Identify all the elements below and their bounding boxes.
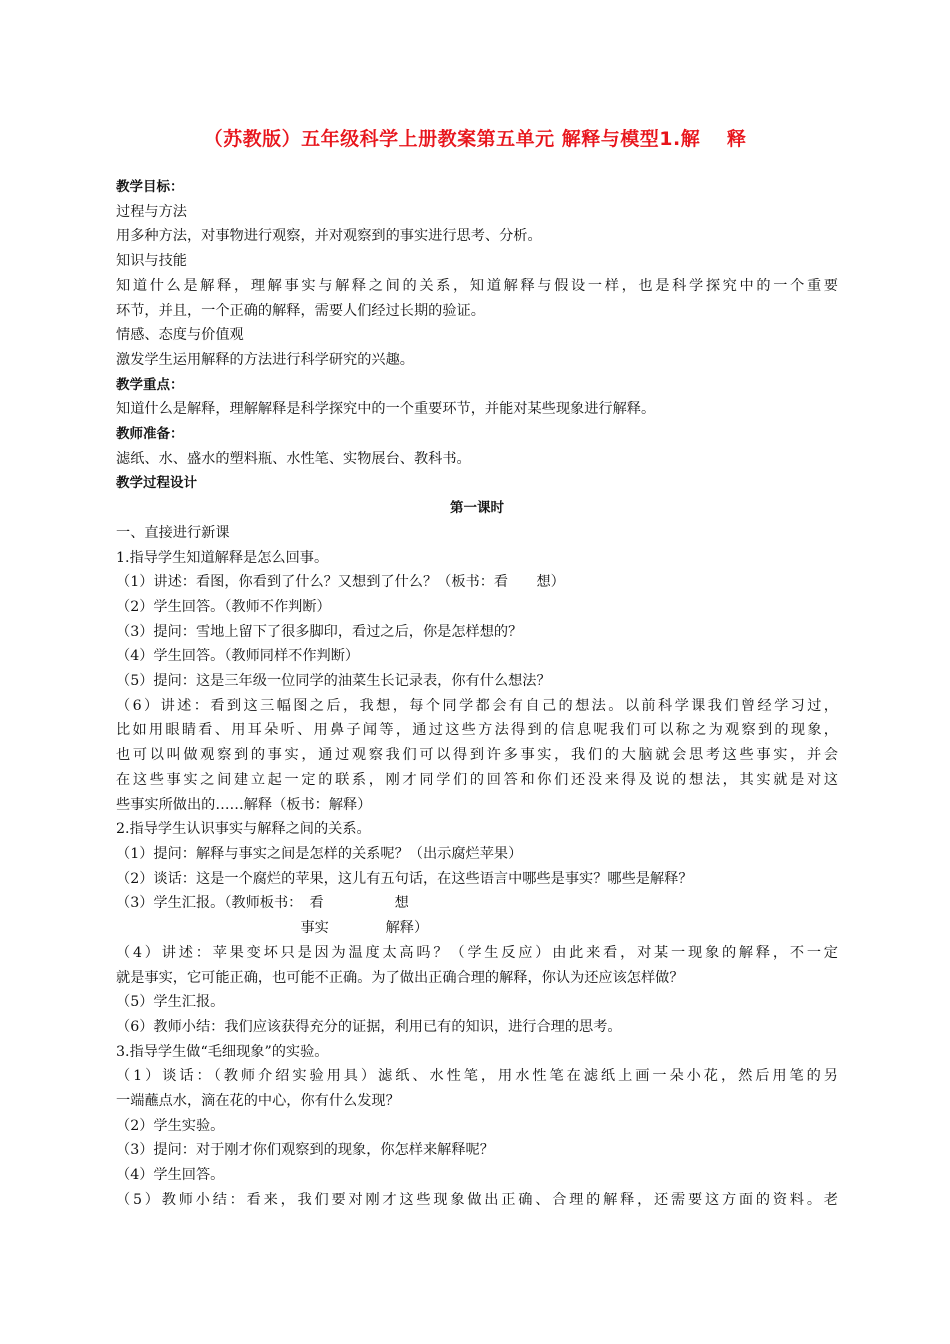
paragraph: 情感、态度与价值观 — [116, 327, 244, 344]
section-heading-process: 教学过程设计 — [116, 475, 197, 492]
paragraph: 环节，并且，一个正确的解释，需要人们经过长期的验证。 — [116, 302, 485, 319]
document-title: （苏教版）五年级科学上册教案第五单元 解释与模型1.解 释 — [203, 128, 747, 150]
section-heading-key-points: 教学重点： — [116, 376, 184, 393]
paragraph: （2）学生实验。 — [116, 1117, 225, 1134]
paragraph: （3）学生汇报。（教师板书： 看 想 — [116, 895, 409, 912]
paragraph: （2）谈话：这是一个腐烂的苹果，这儿有五句话，在这些语言中哪些是事实？哪些是解释？ — [116, 870, 693, 887]
paragraph: 3.指导学生做“毛细现象”的实验。 — [116, 1043, 329, 1060]
paragraph: （3）提问：雪地上留下了很多脚印，看过之后，你是怎样想的？ — [116, 623, 523, 640]
lesson-heading: 第一课时 — [450, 500, 504, 517]
paragraph: 就是事实，它可能正确，也可能不正确。为了做出正确合理的解释，你认为还应该怎样做？ — [116, 969, 684, 986]
paragraph: （4）讲述：苹果变坏只是因为温度太高吗？（学生反应）由此来看，对某一现象的解释，不一定 — [116, 944, 838, 961]
section-heading-preparation: 教师准备： — [116, 426, 184, 443]
paragraph: 1.指导学生知道解释是怎么回事。 — [116, 549, 329, 566]
paragraph: 用多种方法，对事物进行观察，并对观察到的事实进行思考、分析。 — [116, 228, 542, 245]
paragraph: （6）教师小结：我们应该获得充分的证据，利用已有的知识，进行合理的思考。 — [116, 1018, 622, 1035]
paragraph: （5）教师小结：看来，我们要对刚才这些现象做出正确、合理的解释，还需要这方面的资料。老 — [116, 1191, 838, 1208]
paragraph: （5）学生汇报。 — [116, 994, 225, 1011]
document-body — [116, 175, 838, 1213]
section-heading-objectives: 教学目标： — [116, 179, 184, 195]
paragraph: （2）学生回答。（教师不作判断） — [116, 598, 331, 615]
paragraph: （1）谈话：（教师介绍实验用具）滤纸、水性笔，用水性笔在滤纸上画一朵小花，然后用笔的另 — [116, 1068, 838, 1085]
paragraph: （1）提问：解释与事实之间是怎样的关系呢？（出示腐烂苹果） — [116, 845, 523, 862]
paragraph: 事实 解释） — [116, 920, 429, 937]
paragraph: （3）提问：对于刚才你们观察到的现象，你怎样来解释呢？ — [116, 1142, 494, 1159]
paragraph: （6）讲述：看到这三幅图之后，我想，每个同学都会有自己的想法。以前科学课我们曾经学习过， — [116, 697, 838, 714]
paragraph: 过程与方法 — [116, 203, 187, 220]
paragraph: 些事实所做出的……解释（板书：解释） — [116, 796, 372, 813]
paragraph: （4）学生回答。（教师同样不作判断） — [116, 648, 360, 665]
paragraph: 知道什么是解释，理解解释是科学探究中的一个重要环节，并能对某些现象进行解释。 — [116, 401, 656, 418]
paragraph: 知识与技能 — [116, 253, 187, 270]
paragraph: 滤纸、水、盛水的塑料瓶、水性笔、实物展台、教科书。 — [116, 450, 471, 467]
paragraph: 在这些事实之间建立起一定的联系，刚才同学们的回答和你们还没来得及说的想法，其实就是对这 — [116, 771, 838, 788]
paragraph: 一、直接进行新课 — [116, 524, 230, 541]
paragraph: （5）提问：这是三年级一位同学的油菜生长记录表，你有什么想法？ — [116, 673, 551, 690]
paragraph: 一端蘸点水，滴在花的中心，你有什么发现？ — [116, 1093, 400, 1110]
paragraph: 比如用眼睛看、用耳朵听、用鼻子闻等，通过这些方法得到的信息呢我们可以称之为观察到的现象， — [116, 722, 838, 739]
paragraph: 激发学生运用解释的方法进行科学研究的兴趣。 — [116, 351, 414, 368]
paragraph: 也可以叫做观察到的事实，通过观察我们可以得到许多事实，我们的大脑就会思考这些事实，并会 — [116, 747, 838, 764]
paragraph: 2.指导学生认识事实与解释之间的关系。 — [116, 821, 371, 838]
paragraph: 知道什么是解释，理解事实与解释之间的关系，知道解释与假设一样，也是科学探究中的一个重要 — [116, 277, 838, 294]
paragraph: （4）学生回答。 — [116, 1167, 225, 1184]
paragraph: （1）讲述：看图，你看到了什么？又想到了什么？（板书：看 想） — [116, 574, 565, 591]
